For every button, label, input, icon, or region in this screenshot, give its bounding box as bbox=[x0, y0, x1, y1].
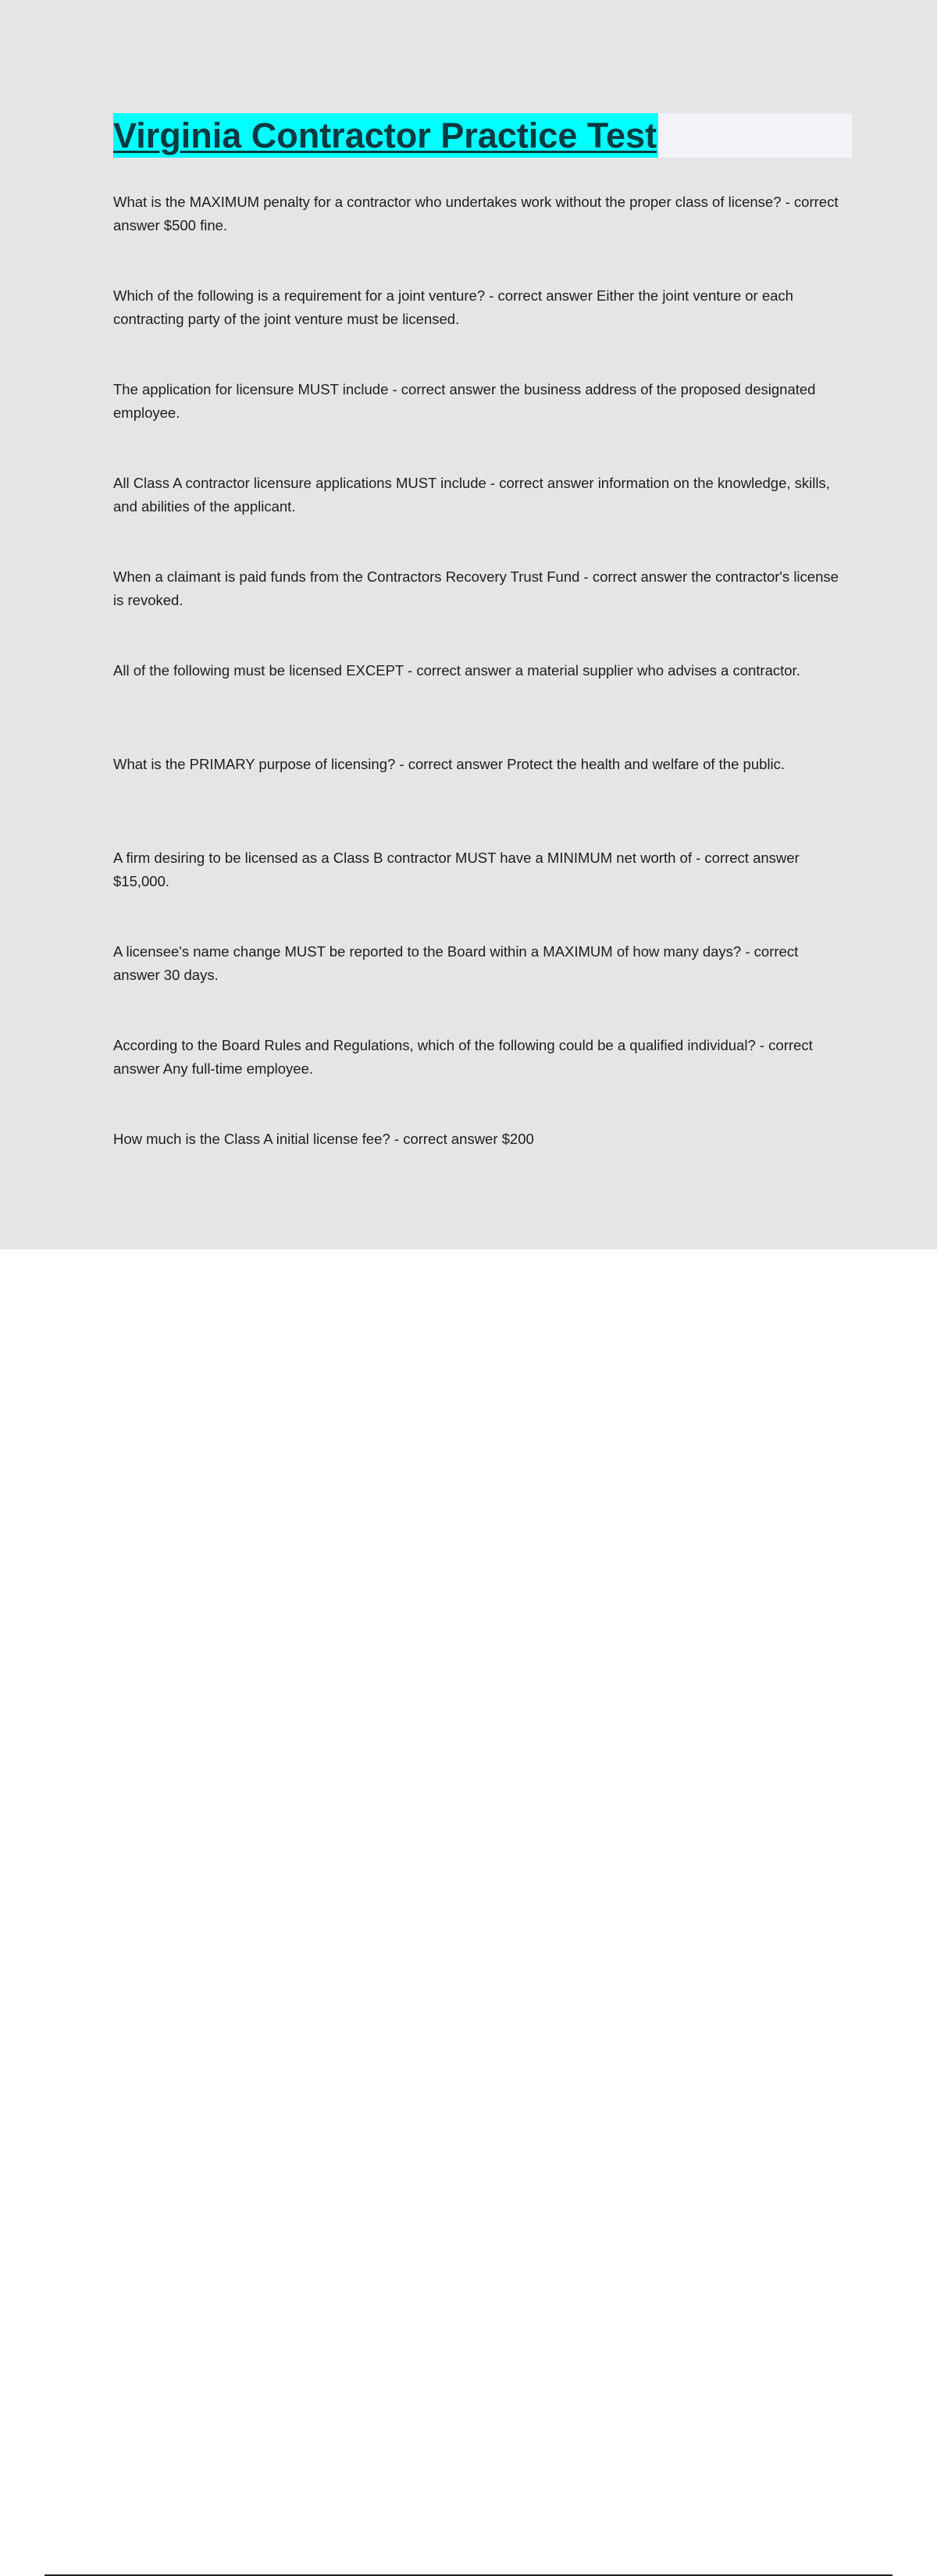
question-list bbox=[113, 191, 847, 1221]
question-item: A licensee's name change MUST be reported to the Board within a MAXIMUM of how many days? - correct answer 30 days. bbox=[113, 943, 799, 983]
question-item: Which of the following is a requirement for a joint venture? - correct answer Either the joint venture or each contracting party of the joint venture must be licensed. bbox=[113, 287, 793, 327]
question-item: All Class A contractor licensure applications MUST include - correct answer information on the knowledge, skills, and abilities of the applicant. bbox=[113, 475, 830, 515]
question-item: What is the MAXIMUM penalty for a contractor who undertakes work without the proper class of license? - correct answer $500 fine. bbox=[113, 194, 839, 233]
question-item: All of the following must be licensed EXCEPT - correct answer a material supplier who advises a contractor. bbox=[113, 662, 800, 679]
question-item: The application for licensure MUST include - correct answer the business address of the proposed designated employee. bbox=[113, 381, 816, 421]
document-page bbox=[0, 0, 937, 1249]
question-item: According to the Board Rules and Regulations, which of the following could be a qualified individual? - correct answer Any full-time employee. bbox=[113, 1037, 813, 1077]
question-item: When a claimant is paid funds from the Contractors Recovery Trust Fund - correct answer the contractor's license is revoked. bbox=[113, 568, 839, 608]
question-item: How much is the Class A initial license fee? - correct answer $200 bbox=[113, 1131, 534, 1147]
page-footer bbox=[0, 1249, 937, 1327]
document-title: Virginia Contractor Practice Test bbox=[113, 113, 658, 158]
question-item: A firm desiring to be licensed as a Class B contractor MUST have a MINIMUM net worth of - correct answer $15,000. bbox=[113, 850, 800, 889]
question-item: What is the PRIMARY purpose of licensing? - correct answer Protect the health and welfare of the public. bbox=[113, 756, 786, 772]
